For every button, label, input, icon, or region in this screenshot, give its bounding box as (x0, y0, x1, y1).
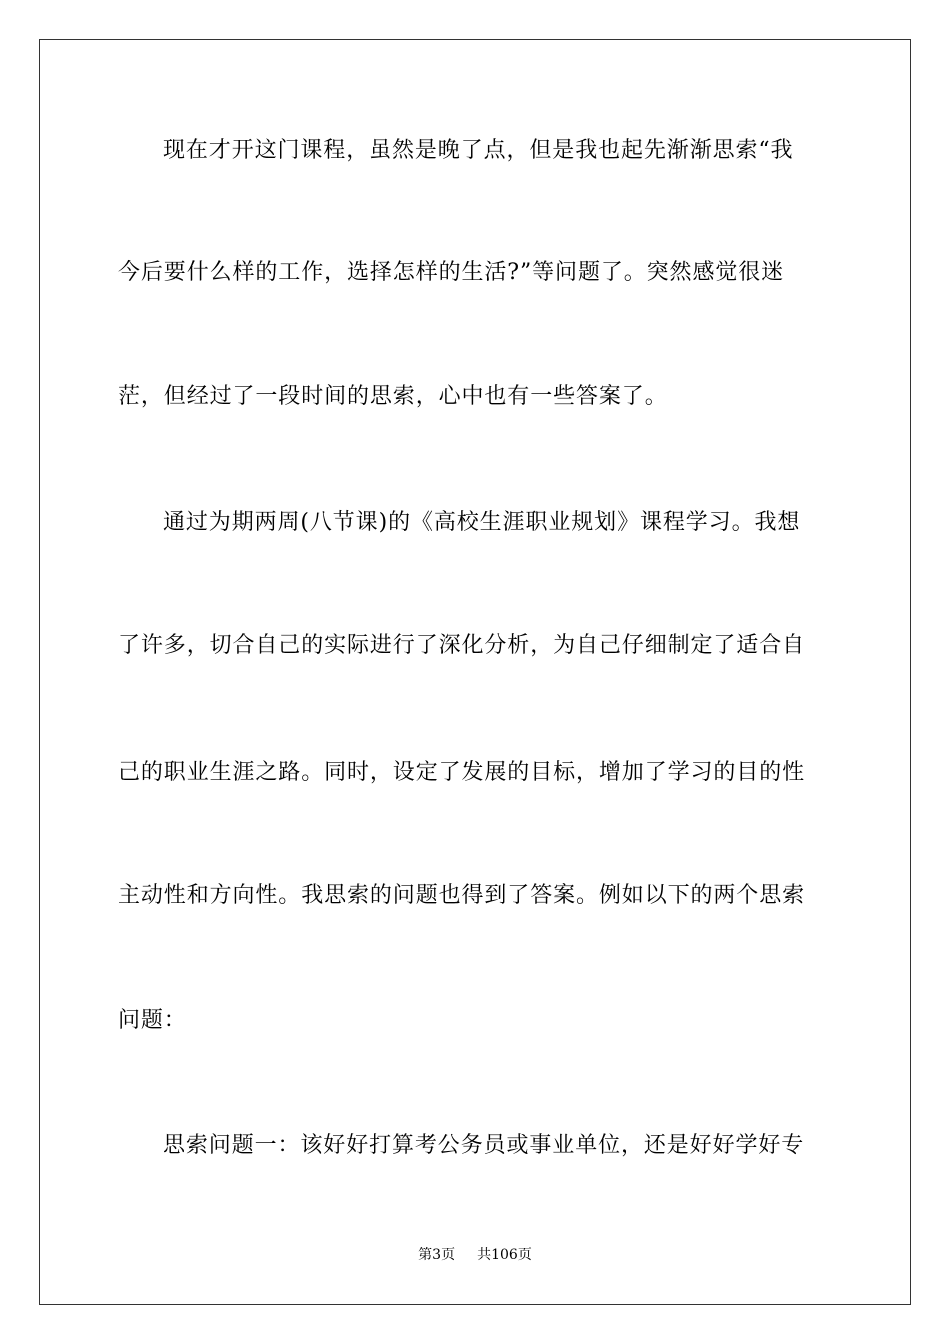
page-number: 第3页 (418, 1247, 456, 1263)
paragraph-2-line-1: 通过为期两周(八节课)的《高校生涯职业规划》课程学习。我想 (163, 510, 801, 535)
page-footer (0, 1246, 950, 1264)
page-border (39, 39, 911, 1305)
paragraph-2-line-3: 己的职业生涯之路。同时，设定了发展的目标，增加了学习的目的性 (118, 760, 806, 785)
paragraph-1-line-1: 现在才开这门课程，虽然是晚了点，但是我也起先渐渐思索“我 (163, 138, 794, 163)
paragraph-2-line-4: 主动性和方向性。我思索的问题也得到了答案。例如以下的两个思索 (118, 883, 806, 908)
paragraph-2-line-5: 问题： (118, 1008, 187, 1033)
paragraph-3-line-1: 思索问题一：该好好打算考公务员或事业单位，还是好好学好专 (163, 1133, 805, 1158)
page-total: 共106页 (477, 1247, 532, 1263)
paragraph-1-line-2: 今后要什么样的工作，选择怎样的生活?”等问题了。突然感觉很迷 (118, 260, 785, 285)
paragraph-1-line-3: 茫，但经过了一段时间的思索，心中也有一些答案了。 (118, 384, 668, 409)
paragraph-2-line-2: 了许多，切合自己的实际进行了深化分析，为自己仔细制定了适合自 (118, 633, 806, 658)
